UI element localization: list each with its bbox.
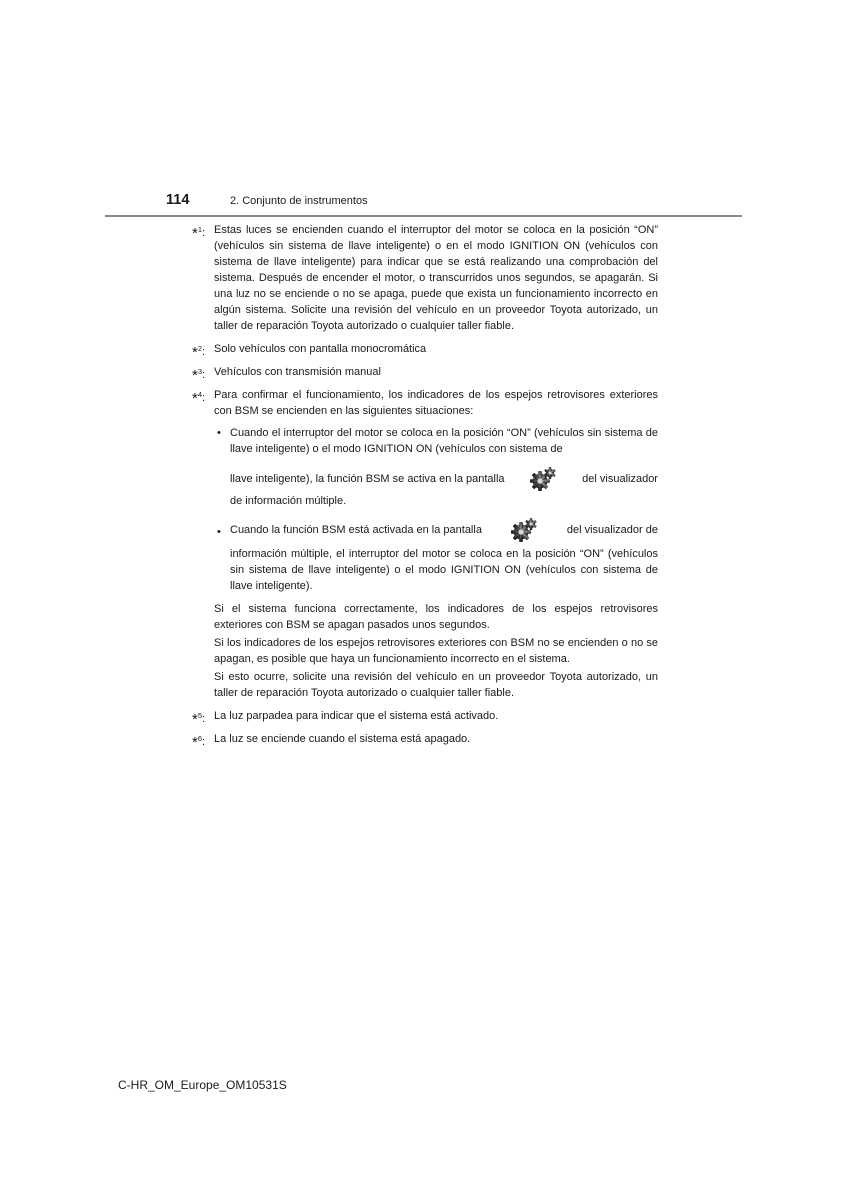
- footnote-text: La luz parpadea para indicar que el sistema está activado.: [214, 710, 499, 722]
- bullet-text: Cuando el interruptor del motor se coloca en la posición “ON” (vehículos sin sistema de llave inteligente) o el modo IGNITION ON (vehículos con sistema de: [230, 427, 658, 455]
- section-title: 2. Conjunto de instrumentos: [230, 195, 368, 207]
- bullet-icon-line: [230, 465, 658, 493]
- footnote-4: [192, 387, 658, 701]
- footnote-text: La luz se enciende cuando el sistema está apagado.: [214, 733, 471, 745]
- footnote-marker: *$^3$:: [192, 367, 206, 384]
- bullet-dot: •: [217, 526, 221, 538]
- bullet-text: llave inteligente), la función BSM se activa en la pantalla: [230, 473, 505, 485]
- paragraph: Si el sistema funciona correctamente, los indicadores de los espejos retrovisores exteriores con BSM se apagan pasados unos segundos.: [214, 603, 658, 631]
- footnote-5: [192, 708, 658, 728]
- page-number: 114: [166, 192, 190, 208]
- footnote-marker: *$^5$:: [192, 711, 206, 728]
- footnote-marker: *$^4$:: [192, 390, 206, 407]
- bullet-text: del visualizador: [582, 473, 658, 485]
- paragraph: Si esto ocurre, solicite una revisión del vehículo en un proveedor Toyota autorizado, un taller de reparación Toyota autorizado o cualquier taller fiable.: [214, 671, 658, 699]
- bullet-dot: •: [217, 427, 221, 439]
- bullet-text: del visualizador de: [566, 524, 658, 536]
- bullet-item: [214, 516, 658, 594]
- bullet-text: de información múltiple.: [230, 495, 347, 507]
- footnote-intro: Para confirmar el funcionamiento, los indicadores de los espejos retrovisores exteriores con BSM se encienden en las siguientes situaciones:: [214, 389, 658, 417]
- footnote-3: [192, 364, 658, 384]
- bullet-item: [214, 425, 658, 509]
- document-code: C-HR_OM_Europe_OM10531S: [118, 1078, 287, 1092]
- footnote-marker: *$^2$:: [192, 344, 206, 361]
- footnote-text: Solo vehículos con pantalla monocromática: [214, 343, 427, 355]
- bullet-text: Cuando la función BSM está activada en la pantalla: [230, 524, 482, 536]
- footnote-6: [192, 731, 658, 751]
- bullet-icon-line: [230, 516, 658, 544]
- header-divider: [105, 215, 742, 217]
- footnote-1: [192, 222, 658, 334]
- bullet-text: información múltiple, el interruptor del motor se coloca en la posición “ON” (vehículos sin sistema de llave inteligente) o el modo IGNITION ON (vehículos con sistema de llave inteligente).: [230, 548, 658, 592]
- paragraph: Si los indicadores de los espejos retrovisores exteriores con BSM no se encienden o no se apagan, es posible que haya un funcionamiento incorrecto en el sistema.: [214, 637, 658, 665]
- footnotes: [192, 222, 658, 754]
- footnote-marker: *$^1$:: [192, 225, 206, 242]
- footnote-text: Vehículos con transmisión manual: [214, 366, 381, 378]
- footnote-text: Estas luces se encienden cuando el interruptor del motor se coloca en la posición “ON” (vehículos sin sistema de llave inteligente) o en el modo IGNITION ON (vehículos con sistema de llave inteligente) para indicar que se está realizando una comprobación del sistema. Después de encender el motor, o transcurridos unos segundos, se apagarán. Si una luz no se enciende o no se apaga, puede que exista un funcionamiento incorrecto en algún sistema. Solicite una revisión del vehículo en un proveedor Toyota autorizado, un taller de reparación Toyota autorizado o cualquier taller fiable.: [214, 224, 658, 332]
- footnote-2: [192, 341, 658, 361]
- gear-icon: [510, 516, 538, 544]
- footnote-marker: *$^6$:: [192, 734, 206, 751]
- gear-icon: [529, 465, 557, 493]
